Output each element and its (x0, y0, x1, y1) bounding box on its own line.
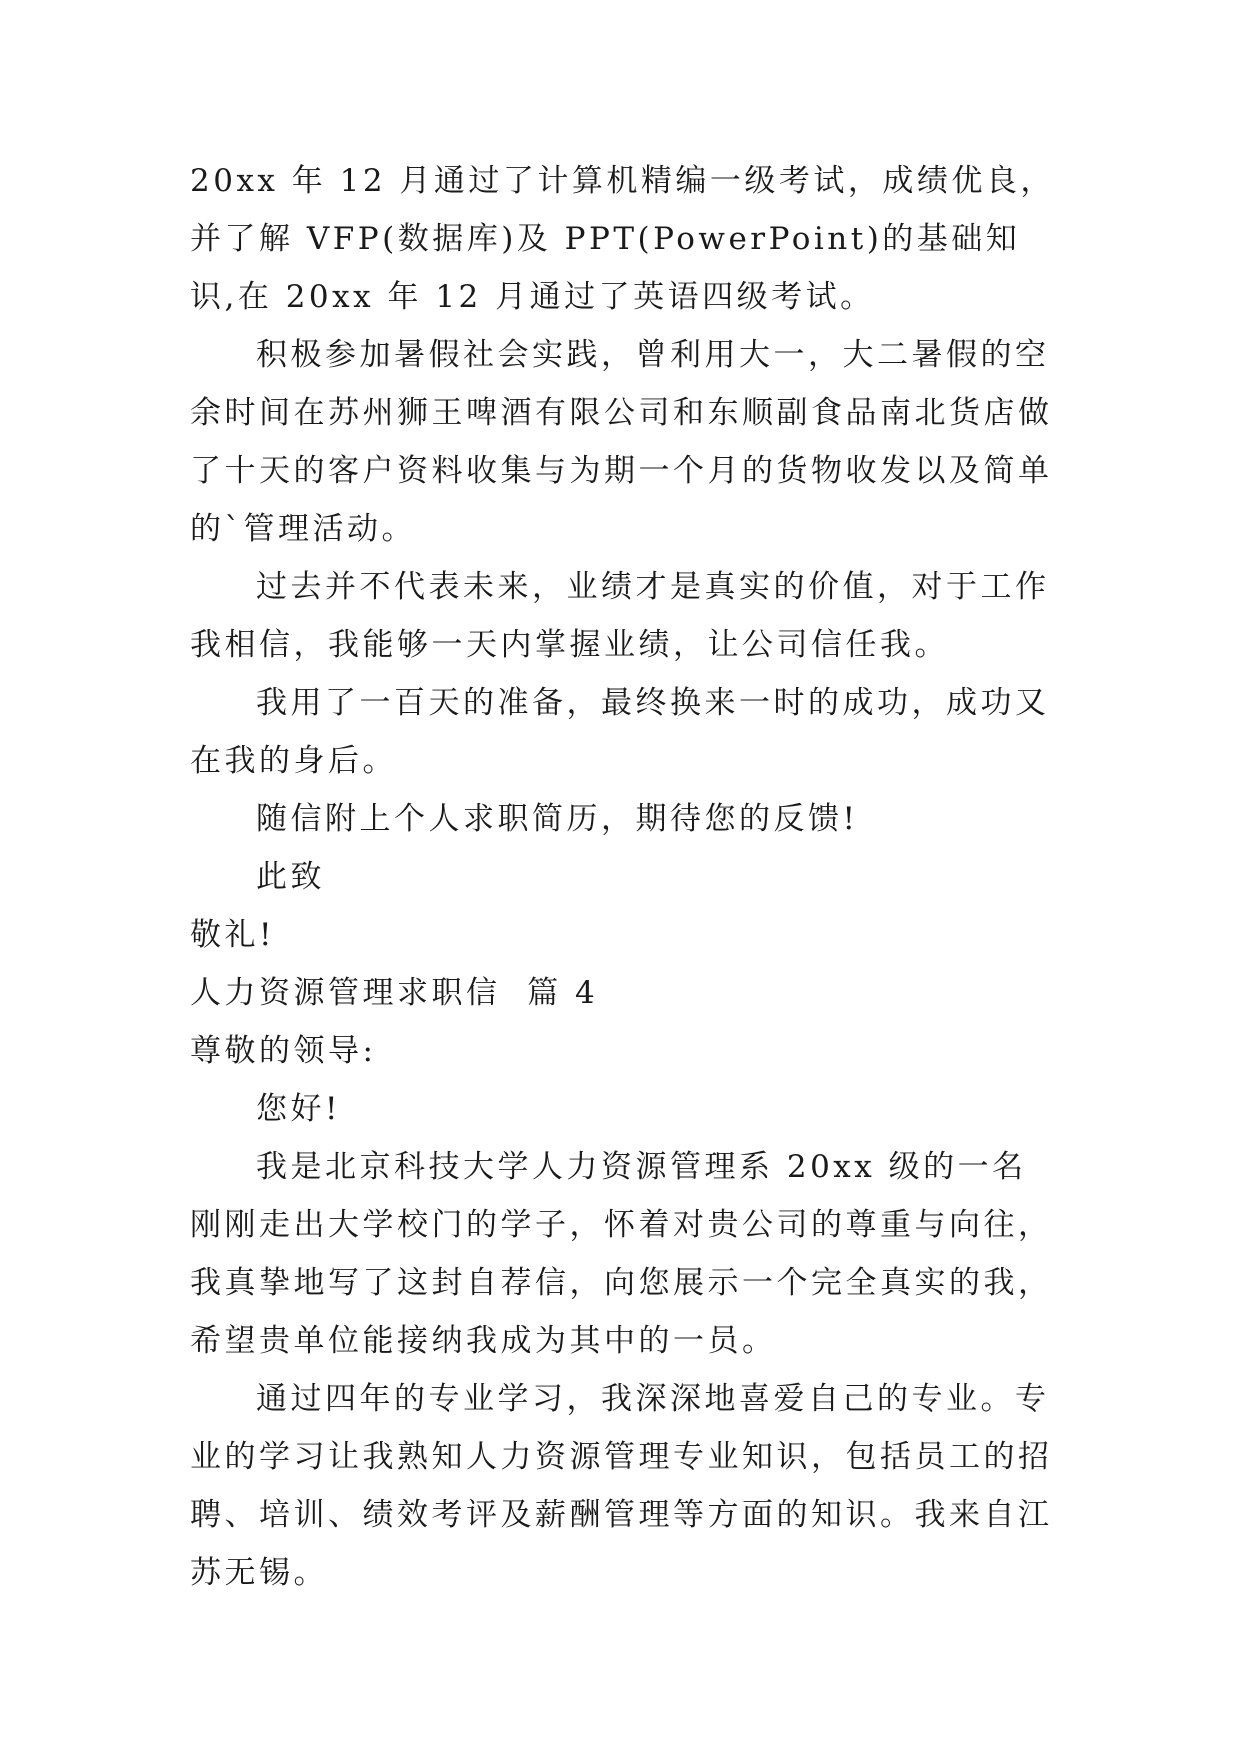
paragraph-summer-practice: 积极参加暑假社会实践，曾利用大一，大二暑假的空余时间在苏州狮王啤酒有限公司和东顺副食品南北货店做了十天的客户资料收集与为期一个月的货物收发以及简单的`管理活动。 (190, 337, 1053, 547)
paragraph-self-introduction: 我是北京科技大学人力资源管理系 20xx 级的一名刚刚走出大学校门的学子，怀着对贵公司的尊重与向往，我真挚地写了这封自荐信，向您展示一个完全真实的我，希望贵单位能接纳我成为其中的一员。 (190, 1149, 1053, 1359)
closing-cizhi: 此致 (256, 859, 325, 895)
section-title: 人力资源管理求职信 篇 4 (190, 975, 599, 1011)
salutation: 尊敬的领导: (190, 1033, 377, 1069)
closing-jingli: 敬礼! (190, 917, 275, 953)
greeting: 您好! (256, 1091, 341, 1127)
paragraph-exam-results: 20xx 年 12 月通过了计算机精编一级考试，成绩优良，并了解 VFP(数据库)及 PPT(PowerPoint)的基础知识,在 20xx 年 12 月通过了英语四级考试。 (190, 163, 1055, 315)
paragraph-preparation: 我用了一百天的准备，最终换来一时的成功，成功又在我的身后。 (190, 685, 1050, 779)
paragraph-major-study: 通过四年的专业学习，我深深地喜爱自己的专业。专业的学习让我熟知人力资源管理专业知识，包括员工的招聘、培训、绩效考评及薪酬管理等方面的知识。我来自江苏无锡。 (190, 1381, 1053, 1591)
paragraph-resume-attached: 随信附上个人求职简历，期待您的反馈! (256, 801, 859, 837)
document-body (190, 152, 1055, 1602)
paragraph-performance-value: 过去并不代表未来，业绩才是真实的价值，对于工作我相信，我能够一天内掌握业绩，让公司信任我。 (190, 569, 1050, 663)
